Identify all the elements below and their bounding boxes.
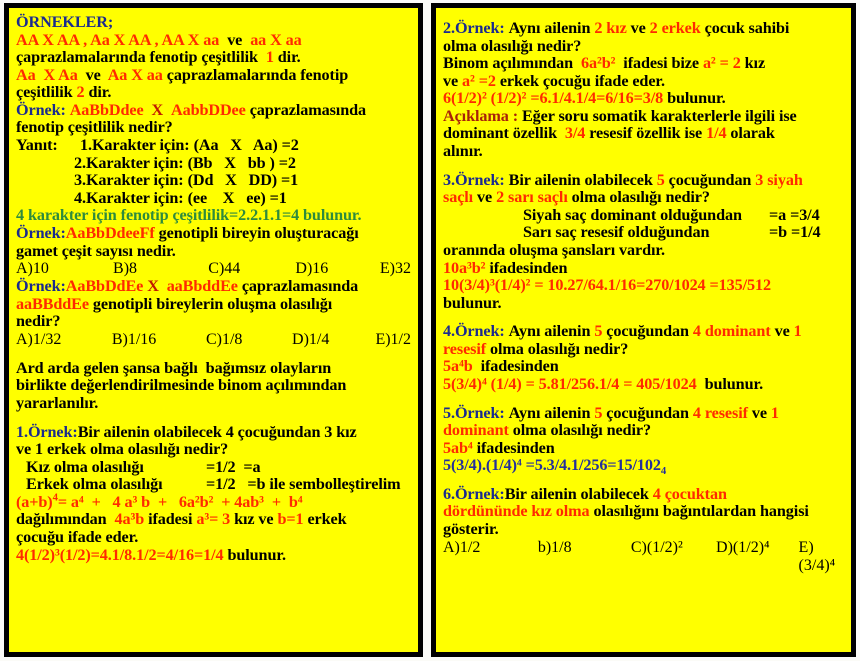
option-e[interactable]: E)(3/4)⁴ bbox=[798, 538, 836, 574]
right-ornek5-question: 5.Örnek: Aynı ailenin 5 çocuğundan 4 resesif ve 1 bbox=[443, 403, 779, 422]
left-intro-line1: AA X AA , Aa X AA , AA X aa ve aa X aa bbox=[16, 30, 302, 49]
left-ornek2-question: Örnek:AaBbDdeeFf genotipli bireyin oluşturacağı bbox=[16, 223, 359, 242]
left-binom-dagilim: dağılımından 4a³b ifadesi a³= 3 kız ve b=1 erkek bbox=[16, 510, 347, 529]
right-ornek6-options bbox=[443, 539, 844, 575]
right-ornek4-question: 4.Örnek: Aynı ailenin 5 çocuğundan 4 dominant ve 1 bbox=[443, 322, 802, 341]
right-ornek3-row-1 bbox=[443, 207, 844, 225]
sari-sac-label: Sarı saç resesif olduğundan bbox=[523, 223, 710, 242]
right-ornek4-question2: resesif olma olasılığı nedir? bbox=[443, 339, 629, 358]
left-ornek1-question2: fenotip çeşitlilik nedir? bbox=[16, 118, 173, 137]
karakter-label-3: 3.Karakter için: bbox=[74, 171, 184, 190]
option-a[interactable]: A)1/32 bbox=[16, 330, 62, 348]
karakter-expr-3: (Dd X DD) =1 bbox=[187, 171, 299, 190]
left-ornek3-options bbox=[16, 331, 411, 349]
right-ornek6-question3: gösterir. bbox=[443, 520, 499, 539]
right-ornek3-row-2 bbox=[443, 224, 844, 242]
binom-note-line-1: Ard arda gelen şansa bağlı bağımsız olayların bbox=[16, 358, 332, 377]
right-ornek3-question: 3.Örnek: Bir ailenin olabilecek 5 çocuğundan 3 siyah bbox=[443, 170, 803, 189]
left-binom-ornek1-question: 1.Örnek:Bir ailenin olabilecek 4 çocuğundan 3 kız bbox=[16, 422, 357, 441]
right-aciklama-line1: Açıklama : Eğer soru somatik karakterlerle ilgili ise bbox=[443, 106, 797, 125]
left-ornek3-question: Örnek:AaBbDdEe X aaBbddEe çaprazlamasında bbox=[16, 277, 359, 296]
erkek-value: =1/2 =b bbox=[206, 475, 266, 494]
left-binom-kiz-row bbox=[16, 459, 411, 477]
answer-label: Yanıt: bbox=[16, 136, 58, 155]
right-ornek2-binom: Binom açılımından 6a²b² ifadesi bize a² = 2 kız bbox=[443, 54, 766, 73]
left-ornek1-answer-row-4 bbox=[16, 190, 411, 208]
left-title: ÖRNEKLER; bbox=[16, 13, 114, 31]
option-a[interactable]: A)1/2 bbox=[443, 538, 481, 556]
right-ornek2-question2: olma olasılığı nedir? bbox=[443, 36, 582, 55]
right-ornek3-question2: saçlı ve 2 sarı saçlı olma olasılığı nedir? bbox=[443, 188, 710, 207]
left-ornek1-answer-row-3 bbox=[16, 172, 411, 190]
option-d[interactable]: D)(1/2)⁴ bbox=[716, 538, 770, 556]
binom-note-line-3: yararlanılır. bbox=[16, 393, 99, 412]
karakter-expr-2: (Bb X bb ) =2 bbox=[187, 153, 296, 172]
option-b[interactable]: B)8 bbox=[113, 260, 138, 278]
right-ornek2-result: 6(1/2)² (1/2)² =6.1/4.1/4=6/16=3/8 bulunur. bbox=[443, 89, 726, 108]
option-b[interactable]: b)1/8 bbox=[537, 538, 572, 556]
kiz-value: =1/2 =a bbox=[206, 457, 261, 476]
option-a[interactable]: A)10 bbox=[16, 260, 49, 278]
left-ornek2-question2: gamet çeşit sayısı nedir. bbox=[16, 241, 176, 260]
option-c[interactable]: C)44 bbox=[208, 260, 241, 278]
left-ornek1-answer-row-1 bbox=[16, 137, 411, 155]
left-ornek1-question: Örnek: AaBbDdee X AabbDDee çaprazlamasında bbox=[16, 100, 366, 119]
option-b[interactable]: B)1/16 bbox=[111, 330, 157, 348]
option-d[interactable]: D)16 bbox=[295, 260, 329, 278]
left-intro-line2: çaprazlamalarında fenotip çeşitlilik 1 dir. bbox=[16, 48, 301, 67]
left-ornek1-answer-row-2 bbox=[16, 155, 411, 173]
karakter-label-4: 4.Karakter için: bbox=[74, 188, 184, 207]
left-binom-result: 4(1/2)³(1/2)=4.1/8.1/2=4/16=1/4 bulunur. bbox=[16, 545, 286, 564]
left-ornek2-options bbox=[16, 260, 411, 278]
option-d[interactable]: D)1/4 bbox=[292, 330, 330, 348]
right-aciklama-line3: alınır. bbox=[443, 142, 483, 161]
left-ornek1-conclusion: 4 karakter için fenotip çeşitlilik=2.2.1.1=4 bulunur. bbox=[16, 206, 362, 225]
option-e[interactable]: E)1/2 bbox=[375, 330, 411, 348]
right-ornek3-ifade: 10a³b² ifadesinden bbox=[443, 258, 568, 277]
siyah-sac-label: Siyah saç dominant olduğundan bbox=[523, 205, 742, 224]
left-binom-erkek-row bbox=[16, 476, 411, 494]
karakter-label-2: 2.Karakter için: bbox=[74, 153, 184, 172]
kiz-label: Kız olma olasılığı bbox=[26, 457, 144, 476]
left-binom-ornek1-question2: ve 1 erkek olma olasılığı nedir? bbox=[16, 440, 229, 459]
left-binom-dagilim2: çocuğu ifade eder. bbox=[16, 528, 139, 547]
option-c[interactable]: C)(1/2)² bbox=[630, 538, 683, 556]
left-intro-line4: çeşitlilik 2 dir. bbox=[16, 83, 112, 102]
right-ornek2-question: 2.Örnek: Aynı ailenin 2 kız ve 2 erkek çocuk sahibi bbox=[443, 19, 790, 37]
right-ornek4-ifade: 5a⁴b ifadesinden bbox=[443, 357, 559, 376]
option-c[interactable]: C)1/8 bbox=[205, 330, 243, 348]
karakter-expr-4: (ee X ee) =1 bbox=[187, 188, 287, 207]
binom-note-line-2: birlikte değerlendirilmesinde binom açılımından bbox=[16, 376, 347, 395]
karakter-expr-1: (Aa X Aa) =2 bbox=[193, 136, 299, 155]
erkek-label: Erkek olma olasılığı bbox=[26, 475, 163, 494]
left-binom-expansion: $(a+b)^4= a^4 + 4$ a³ b + 6a²b² + 4ab³ + b⁴ bbox=[16, 491, 303, 511]
right-ornek6-question2: dördününde kız olma olasılığını bağıntılardan hangisi bbox=[443, 502, 809, 521]
siyah-sac-value: =a =3/4 bbox=[769, 205, 820, 224]
right-ornek3-result2: bulunur. bbox=[443, 293, 502, 312]
right-ornek2-binom2: ve a² =2 erkek çocuğu ifade eder. bbox=[443, 71, 665, 90]
right-ornek4-result: 5(3/4)⁴ (1/4) = 5.81/256.1/4 = 405/1024 bulunur. bbox=[443, 374, 764, 393]
option-e[interactable]: E)32 bbox=[379, 260, 411, 278]
left-ornek3-question3: nedir? bbox=[16, 312, 61, 331]
sari-sac-value: =b =1/4 bbox=[769, 223, 821, 242]
left-panel bbox=[4, 3, 423, 657]
right-ornek3-oran: oranında oluşma şansları vardır. bbox=[443, 240, 665, 259]
right-ornek3-result: 10(3/4)³(1/4)² = 10.27/64.1/16=270/1024 =135/512 bbox=[443, 276, 771, 295]
left-intro-line3: Aa X Aa ve Aa X aa çaprazlamalarında fenotip bbox=[16, 65, 349, 84]
right-ornek5-result: $5(3/4).(1/4)^4 =5.3/4.1/256=15/102_4$ bbox=[443, 456, 667, 478]
right-aciklama-line2: dominant özellik 3/4 resesif özellik ise 1/4 olarak bbox=[443, 124, 775, 143]
right-ornek5-question2: dominant olma olasılığı nedir? bbox=[443, 421, 651, 440]
erkek-tail: ile sembolleştirelim bbox=[269, 475, 401, 494]
left-ornek3-question2: aaBBddEe genotipli bireylerin oluşma olasılığı bbox=[16, 294, 333, 313]
right-ornek6-question: 6.Örnek:Bir ailenin olabilecek 4 çocuktan bbox=[443, 484, 727, 503]
right-ornek5-ifade: 5ab⁴ ifadesinden bbox=[443, 438, 555, 457]
karakter-label-1: 1.Karakter için: bbox=[80, 136, 190, 155]
right-panel bbox=[431, 3, 856, 657]
